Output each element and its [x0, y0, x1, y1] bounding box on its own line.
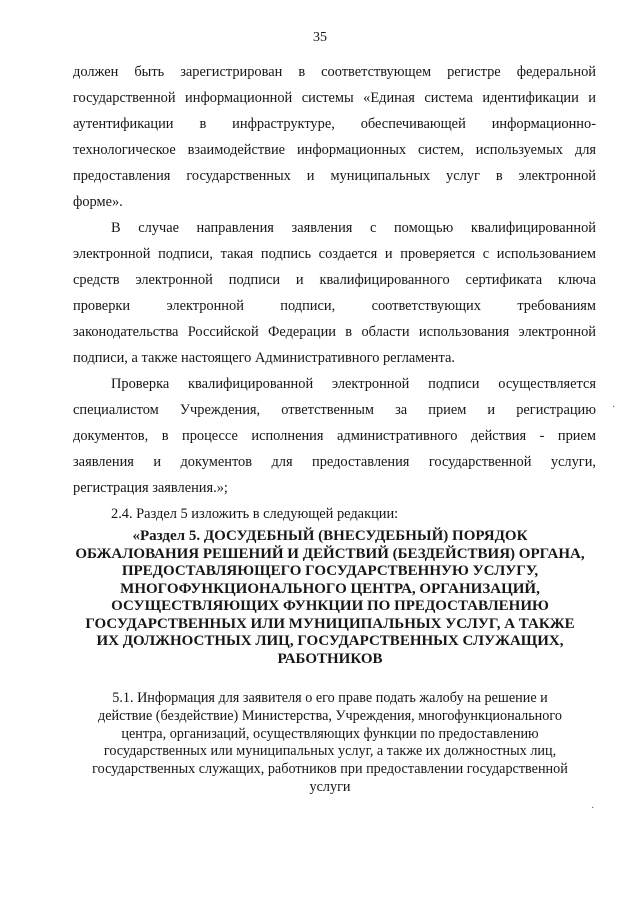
heading-line: ОБЖАЛОВАНИЯ РЕШЕНИЙ И ДЕЙСТВИЙ (БЕЗДЕЙСТВИЯ) ОРГАНА,	[75, 545, 585, 562]
heading-line: ИХ ДОЛЖНОСТНЫХ ЛИЦ, ГОСУДАРСТВЕННЫХ СЛУЖАЩИХ,	[96, 633, 564, 649]
text-line: должен быть зарегистрирован в соответствующем регистре федеральной	[73, 64, 596, 80]
heading-line: ОСУЩЕСТВЛЯЮЩИХ ФУНКЦИИ ПО ПРЕДОСТАВЛЕНИЮ	[111, 598, 549, 614]
heading-line: РАБОТНИКОВ	[277, 650, 383, 667]
subheading-line: услуги	[309, 778, 351, 795]
subheading-line: государственных служащих, работников при предоставлении государственной	[92, 761, 568, 778]
section-heading	[60, 528, 600, 668]
text-line: В случае направления заявления с помощью квалифицированной	[111, 220, 596, 236]
text-line: регистрация заявления.»;	[73, 480, 228, 496]
text-line: законодательства Российской Федерации в области использования электронной	[73, 324, 596, 340]
text-line: государственной информационной системы «Единая система идентификации и	[73, 90, 596, 106]
text-line: специалистом Учреждения, ответственным за прием и регистрацию	[73, 402, 596, 418]
subheading-line: 5.1. Информация для заявителя о его праве подать жалобу на решение и	[112, 690, 548, 706]
text-line: предоставления государственных и муниципальных услуг в электронной	[73, 168, 596, 184]
text-line: технологическое взаимодействие информационных систем, используемых для	[73, 142, 596, 158]
text-line: Проверка квалифицированной электронной подписи осуществляется	[111, 376, 596, 392]
text-line: документов, в процессе исполнения административного действия - прием	[73, 428, 596, 444]
subheading-line: государственных или муниципальных услуг, а также их должностных лиц,	[103, 743, 557, 760]
text-line: аутентификации в инфраструктуре, обеспечивающей информационно-	[73, 116, 596, 132]
heading-line: МНОГОФУНКЦИОНАЛЬНОГО ЦЕНТРА, ОРГАНИЗАЦИЙ,	[120, 580, 540, 597]
text-line: заявления и документов для предоставления государственной услуги,	[73, 454, 596, 470]
scan-speck: ·	[591, 803, 595, 814]
scan-speck: ·	[612, 402, 616, 413]
text-line: форме».	[73, 194, 123, 210]
text-line: средств электронной подписи и квалифицированного сертификата ключа	[73, 272, 596, 288]
text-line: электронной подписи, такая подпись создается и проверяется с использованием	[73, 246, 596, 262]
page-number: 35	[313, 30, 327, 45]
heading-line: ПРЕДОСТАВЛЯЮЩЕГО ГОСУДАРСТВЕННУЮ УСЛУГУ,	[121, 563, 539, 579]
paragraph-amendment: 2.4. Раздел 5 изложить в следующей редакции:	[111, 506, 399, 522]
heading-line: «Раздел 5. ДОСУДЕБНЫЙ (ВНЕСУДЕБНЫЙ) ПОРЯДОК	[132, 528, 528, 544]
subheading-line: центра, организаций, осуществляющих функции по предоставлению	[121, 725, 539, 742]
text-line: проверки электронной подписи, соответствующих требованиям	[73, 298, 596, 314]
subsection-heading	[60, 690, 600, 797]
heading-line: ГОСУДАРСТВЕННЫХ ИЛИ МУНИЦИПАЛЬНЫХ УСЛУГ, А ТАКЖЕ	[85, 615, 575, 632]
text-line: подписи, а также настоящего Административного регламента.	[73, 350, 455, 366]
subheading-line: действие (бездействие) Министерства, Учреждения, многофункционального	[98, 707, 562, 724]
